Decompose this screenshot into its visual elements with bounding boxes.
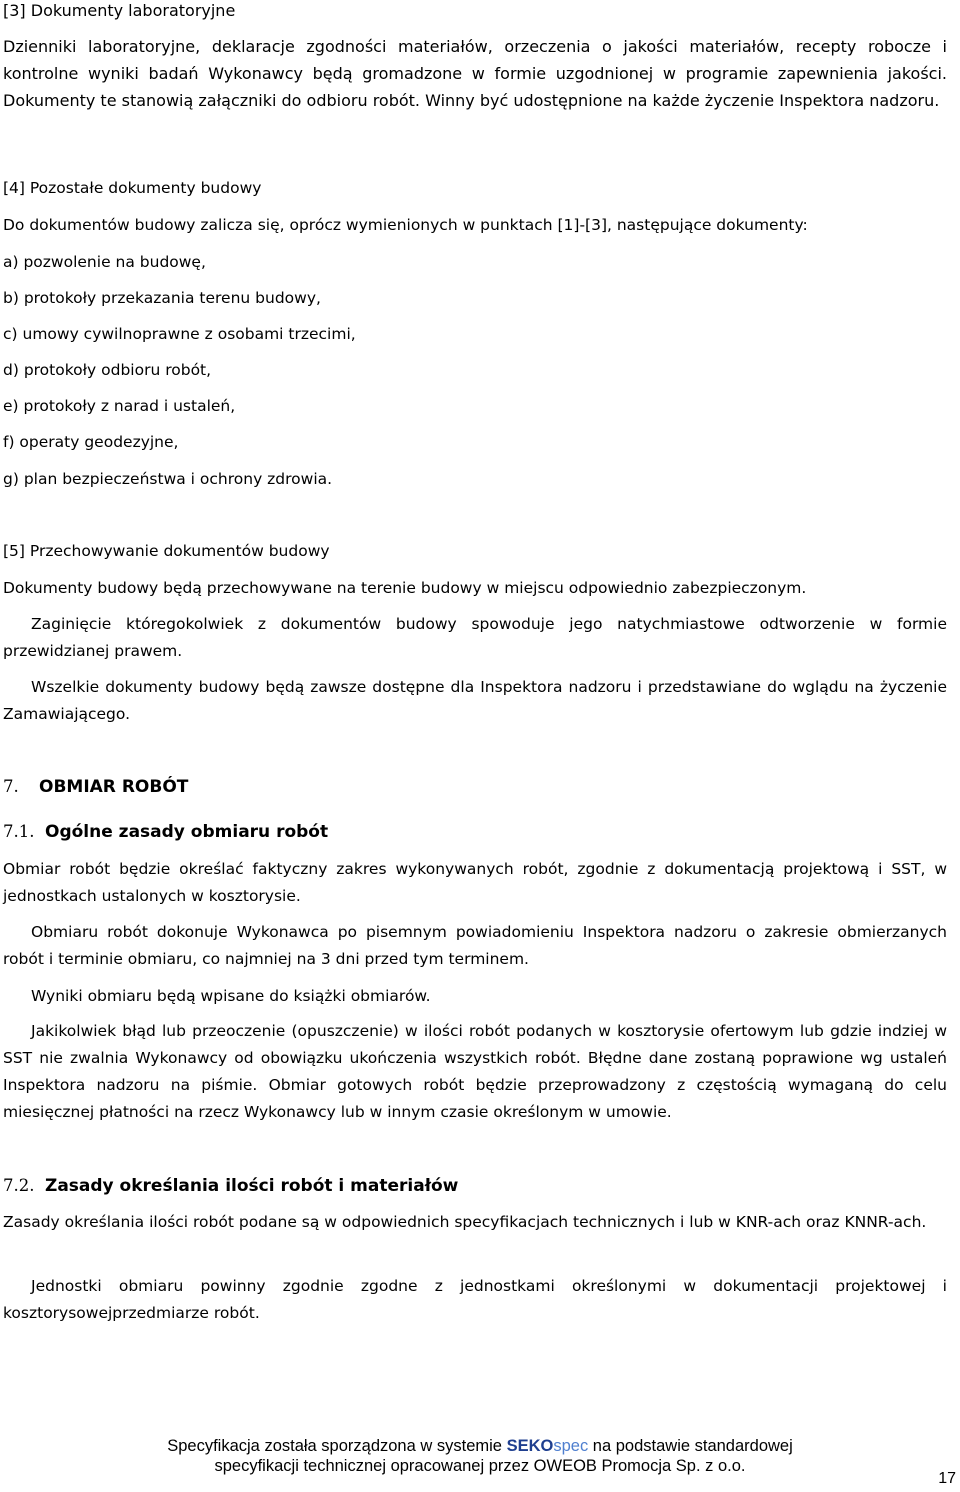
footer-text: Specyfikacja została sporządzona w systemie	[167, 1437, 502, 1455]
subsection-7-2-heading	[3, 1172, 947, 1200]
subsection-7-1-heading	[3, 818, 947, 846]
page-number: 17	[938, 1470, 956, 1487]
footer-text: na podstawie standardowej	[592, 1437, 793, 1455]
section-5-paragraph-2: Zaginięcie któregokolwiek z dokumentów budowy spowoduje jego natychmiastowe odtworzenie w formie przewidzianej prawem.	[3, 615, 947, 660]
subsection-7-1-paragraph-3: Wyniki obmiaru będą wpisane do książki obmiarów.	[31, 987, 431, 1005]
chapter-heading	[3, 773, 947, 801]
brand-logo-part: SEKO	[506, 1437, 554, 1455]
list-item: d) protokoły odbioru robót,	[3, 361, 212, 379]
section-5-paragraph-3: Wszelkie dokumenty budowy będą zawsze dostępne dla Inspektora nadzoru i przedstawiane do wglądu na życzenie Zamawiającego.	[3, 678, 947, 723]
subsection-7-2-paragraph-2: Jednostki obmiaru powinny zgodnie zgodne z jednostkami określonymi w dokumentacji projektowej i kosztorysowejprzedmiarze robót.	[3, 1277, 947, 1322]
list-item: f) operaty geodezyjne,	[3, 433, 179, 451]
section-3-paragraph: Dzienniki laboratoryjne, deklaracje zgodności materiałów, orzeczenia o jakości materiałów, recepty robocze i kontrolne wyniki badań Wykonawcy będą gromadzone w formie uzgodnionej w programie zapewnienia jakości. Dokumenty te stanowią załączniki do odbioru robót. Winny być udostępnione na każde życzenie Inspektora nadzoru.	[3, 37, 947, 110]
list-item: b) protokoły przekazania terenu budowy,	[3, 289, 321, 307]
subsection-7-2-paragraph-1: Zasady określania ilości robót podane są w odpowiednich specyfikacjach technicznych i lub w KNR-ach oraz KNNR-ach.	[3, 1213, 927, 1231]
footer-line-1	[0, 1436, 960, 1456]
section-5-heading: [5] Przechowywanie dokumentów budowy	[3, 542, 330, 560]
subsection-number: 7.2.	[3, 1176, 35, 1195]
section-4-intro: Do dokumentów budowy zalicza się, oprócz wymienionych w punktach [1]-[3], następujące dokumenty:	[3, 216, 808, 234]
footer-line-2: specyfikacji technicznej opracowanej przez OWEOB Promocja Sp. z o.o.	[214, 1457, 746, 1475]
list-item: a) pozwolenie na budowę,	[3, 253, 206, 271]
list-item: c) umowy cywilnoprawne z osobami trzecimi,	[3, 325, 356, 343]
subsection-number: 7.1.	[3, 822, 35, 841]
subsection-7-1-paragraph-2: Obmiaru robót dokonuje Wykonawca po pisemnym powiadomieniu Inspektora nadzoru o zakresie obmierzanych robót i terminie obmiaru, co najmniej na 3 dni przed tym terminem.	[3, 923, 947, 968]
brand-logo	[507, 1437, 589, 1455]
subsection-7-1-paragraph-4: Jakikolwiek błąd lub przeoczenie (opuszczenie) w ilości robót podanych w kosztorysie ofertowym lub gdzie indziej w SST nie zwalnia Wykonawcy od obowiązku ukończenia wszystkich robót. Błędne dane zostaną poprawione wg ustaleń Inspektora nadzoru na piśmie. Obmiar gotowych robót będzie przeprowadzony z częstością wymaganą do celu miesięcznej płatności na rzecz Wykonawcy lub w innym czasie określonym w umowie.	[3, 1022, 947, 1121]
section-5-paragraph-1: Dokumenty budowy będą przechowywane na terenie budowy w miejscu odpowiednio zabezpieczonym.	[3, 579, 807, 597]
list-item: e) protokoły z narad i ustaleń,	[3, 397, 236, 415]
page-footer	[0, 1436, 960, 1476]
subsection-title: Ogólne zasady obmiaru robót	[45, 822, 329, 842]
chapter-title: OBMIAR ROBÓT	[39, 777, 189, 797]
brand-logo-part: spec	[553, 1437, 589, 1455]
section-3-heading: [3] Dokumenty laboratoryjne	[3, 1, 236, 20]
section-4-heading: [4] Pozostałe dokumenty budowy	[3, 179, 262, 197]
subsection-title: Zasady określania ilości robót i materiałów	[45, 1176, 459, 1196]
list-item: g) plan bezpieczeństwa i ochrony zdrowia.	[3, 470, 333, 488]
chapter-number: 7.	[3, 777, 19, 796]
subsection-7-1-paragraph-1: Obmiar robót będzie określać faktyczny zakres wykonywanych robót, zgodnie z dokumentacją projektową i SST, w jednostkach ustalonych w kosztorysie.	[3, 860, 947, 905]
